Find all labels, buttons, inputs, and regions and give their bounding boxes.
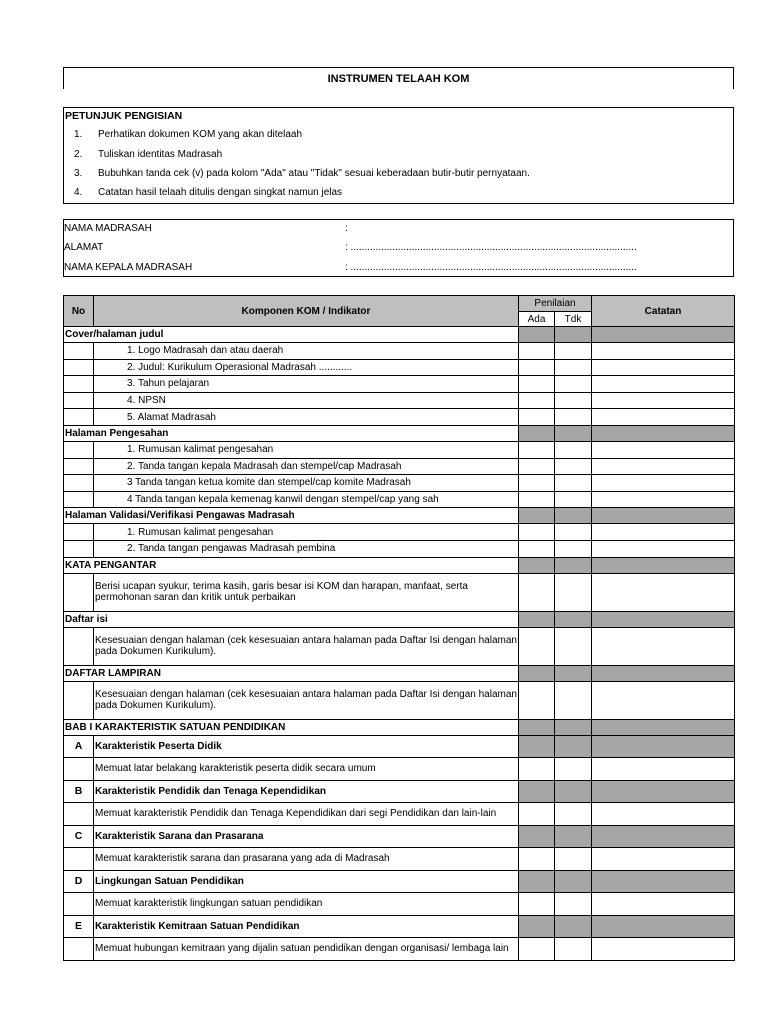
check-tdk-cell[interactable] bbox=[555, 409, 592, 426]
check-ada-cell bbox=[519, 508, 555, 524]
check-tdk-cell[interactable] bbox=[555, 524, 592, 541]
table-row bbox=[64, 893, 735, 916]
notes-cell[interactable] bbox=[592, 848, 735, 871]
table-row bbox=[64, 343, 735, 360]
subsection-title: Karakteristik Pendidik dan Tenaga Kependidikan bbox=[94, 780, 519, 803]
document-title-box bbox=[63, 67, 734, 89]
table-row bbox=[64, 524, 735, 541]
section-title: Daftar isi bbox=[64, 611, 519, 627]
header-tdk: Tdk bbox=[555, 312, 592, 327]
check-tdk-cell bbox=[555, 557, 592, 573]
indicator-text: Memuat karakteristik Pendidik dan Tenaga Kependidikan dari segi Pendidikan dan lain-lain bbox=[94, 803, 519, 826]
check-ada-cell[interactable] bbox=[519, 681, 555, 719]
check-tdk-cell bbox=[555, 780, 592, 803]
check-tdk-cell[interactable] bbox=[555, 392, 592, 409]
notes-cell[interactable] bbox=[592, 458, 735, 475]
identity-box bbox=[63, 219, 734, 277]
indicator-text: 2. Tanda tangan pengawas Madrasah pembina bbox=[94, 540, 519, 557]
table-row bbox=[64, 392, 735, 409]
header-component: Komponen KOM / Indikator bbox=[94, 296, 519, 327]
header-notes: Catatan bbox=[592, 296, 735, 327]
row-number bbox=[64, 376, 94, 393]
row-number bbox=[64, 524, 94, 541]
subsection-title: Karakteristik Sarana dan Prasarana bbox=[94, 825, 519, 848]
table-section-row bbox=[64, 557, 735, 573]
notes-cell[interactable] bbox=[592, 893, 735, 916]
subsection-title: Karakteristik Kemitraan Satuan Pendidikan bbox=[94, 915, 519, 938]
instruction-item: 4. Catatan hasil telaah ditulis dengan singkat namun jelas bbox=[74, 187, 343, 198]
header-no: No bbox=[64, 296, 94, 327]
row-number: C bbox=[64, 825, 94, 848]
check-tdk-cell bbox=[555, 508, 592, 524]
notes-cell bbox=[592, 327, 735, 343]
check-tdk-cell[interactable] bbox=[555, 893, 592, 916]
check-tdk-cell bbox=[555, 825, 592, 848]
subsection-title: Karakteristik Peserta Didik bbox=[94, 735, 519, 758]
table-row bbox=[64, 475, 735, 492]
table-section-row bbox=[64, 508, 735, 524]
table-row bbox=[64, 848, 735, 871]
table-row bbox=[64, 491, 735, 508]
notes-cell bbox=[592, 425, 735, 441]
identity-value-address[interactable]: : ....................................................................................................... bbox=[345, 242, 637, 253]
notes-cell bbox=[592, 825, 735, 848]
check-tdk-cell bbox=[555, 425, 592, 441]
notes-cell bbox=[592, 780, 735, 803]
check-ada-cell bbox=[519, 825, 555, 848]
indicator-text: Memuat karakteristik sarana dan prasarana yang ada di Madrasah bbox=[94, 848, 519, 871]
indicator-text: Kesesuaian dengan halaman (cek kesesuaian antara halaman pada Daftar Isi dengan halaman pada Dokumen Kurikulum). bbox=[94, 681, 519, 719]
indicator-text: Memuat hubungan kemitraan yang dijalin satuan pendidikan dengan organisasi/ lembaga lain bbox=[94, 938, 519, 961]
indicator-text: 1. Logo Madrasah dan atau daerah bbox=[94, 343, 519, 360]
table-row bbox=[64, 780, 735, 803]
row-number bbox=[64, 458, 94, 475]
table-row bbox=[64, 735, 735, 758]
notes-cell bbox=[592, 508, 735, 524]
table-row bbox=[64, 825, 735, 848]
table-section-row bbox=[64, 665, 735, 681]
check-tdk-cell[interactable] bbox=[555, 681, 592, 719]
check-tdk-cell[interactable] bbox=[555, 540, 592, 557]
row-number bbox=[64, 491, 94, 508]
check-tdk-cell[interactable] bbox=[555, 627, 592, 665]
table-body bbox=[64, 327, 735, 961]
check-tdk-cell[interactable] bbox=[555, 343, 592, 360]
check-ada-cell bbox=[519, 719, 555, 735]
table-row bbox=[64, 458, 735, 475]
section-title: KATA PENGANTAR bbox=[64, 557, 519, 573]
check-tdk-cell[interactable] bbox=[555, 491, 592, 508]
table-row bbox=[64, 938, 735, 961]
row-number: D bbox=[64, 870, 94, 893]
check-ada-cell bbox=[519, 780, 555, 803]
subsection-title: Lingkungan Satuan Pendidikan bbox=[94, 870, 519, 893]
check-tdk-cell bbox=[555, 327, 592, 343]
check-ada-cell[interactable] bbox=[519, 848, 555, 871]
check-tdk-cell[interactable] bbox=[555, 458, 592, 475]
check-tdk-cell bbox=[555, 915, 592, 938]
instructions-box bbox=[63, 107, 734, 204]
indicator-text: 5. Alamat Madrasah bbox=[94, 409, 519, 426]
notes-cell[interactable] bbox=[592, 441, 735, 458]
notes-cell[interactable] bbox=[592, 376, 735, 393]
check-ada-cell[interactable] bbox=[519, 491, 555, 508]
row-number bbox=[64, 893, 94, 916]
check-tdk-cell bbox=[555, 719, 592, 735]
check-ada-cell[interactable] bbox=[519, 376, 555, 393]
table-section-row bbox=[64, 719, 735, 735]
section-title: BAB I KARAKTERISTIK SATUAN PENDIDIKAN bbox=[64, 719, 519, 735]
indicator-text: 4 Tanda tangan kepala kemenag kanwil dengan stempel/cap yang sah bbox=[94, 491, 519, 508]
notes-cell[interactable] bbox=[592, 758, 735, 781]
check-tdk-cell[interactable] bbox=[555, 803, 592, 826]
header-assessment: Penilaian bbox=[519, 296, 592, 312]
instructions-heading: PETUNJUK PENGISIAN bbox=[65, 110, 183, 122]
table-section-row bbox=[64, 327, 735, 343]
notes-cell[interactable] bbox=[592, 803, 735, 826]
section-title: DAFTAR LAMPIRAN bbox=[64, 665, 519, 681]
row-number bbox=[64, 848, 94, 871]
row-number bbox=[64, 359, 94, 376]
notes-cell[interactable] bbox=[592, 343, 735, 360]
table-row bbox=[64, 803, 735, 826]
check-ada-cell[interactable] bbox=[519, 803, 555, 826]
notes-cell[interactable] bbox=[592, 540, 735, 557]
check-ada-cell bbox=[519, 557, 555, 573]
check-ada-cell[interactable] bbox=[519, 524, 555, 541]
row-number bbox=[64, 392, 94, 409]
table-row bbox=[64, 441, 735, 458]
check-ada-cell bbox=[519, 735, 555, 758]
row-number: E bbox=[64, 915, 94, 938]
check-ada-cell[interactable] bbox=[519, 359, 555, 376]
table-row bbox=[64, 573, 735, 611]
check-ada-cell[interactable] bbox=[519, 441, 555, 458]
check-tdk-cell[interactable] bbox=[555, 376, 592, 393]
table-section-row bbox=[64, 425, 735, 441]
notes-cell[interactable] bbox=[592, 627, 735, 665]
indicator-text: 1. Rumusan kalimat pengesahan bbox=[94, 524, 519, 541]
check-ada-cell[interactable] bbox=[519, 409, 555, 426]
assessment-table bbox=[63, 295, 735, 961]
notes-cell bbox=[592, 735, 735, 758]
notes-cell[interactable] bbox=[592, 573, 735, 611]
indicator-text: Memuat karakteristik lingkungan satuan pendidikan bbox=[94, 893, 519, 916]
table-row bbox=[64, 376, 735, 393]
check-ada-cell[interactable] bbox=[519, 540, 555, 557]
notes-cell bbox=[592, 557, 735, 573]
row-number bbox=[64, 573, 94, 611]
check-ada-cell bbox=[519, 870, 555, 893]
identity-label-address: ALAMAT bbox=[64, 242, 104, 253]
table-header-row bbox=[64, 296, 735, 312]
header-ada: Ada bbox=[519, 312, 555, 327]
indicator-text: 2. Judul: Kurikulum Operasional Madrasah ............ bbox=[94, 359, 519, 376]
check-tdk-cell[interactable] bbox=[555, 475, 592, 492]
check-tdk-cell[interactable] bbox=[555, 359, 592, 376]
check-ada-cell[interactable] bbox=[519, 627, 555, 665]
check-tdk-cell bbox=[555, 665, 592, 681]
section-title: Halaman Pengesahan bbox=[64, 425, 519, 441]
row-number bbox=[64, 938, 94, 961]
indicator-text: 2. Tanda tangan kepala Madrasah dan stempel/cap Madrasah bbox=[94, 458, 519, 475]
check-tdk-cell bbox=[555, 870, 592, 893]
table-row bbox=[64, 540, 735, 557]
row-number bbox=[64, 540, 94, 557]
indicator-text: 4. NPSN bbox=[94, 392, 519, 409]
notes-cell[interactable] bbox=[592, 491, 735, 508]
row-number bbox=[64, 627, 94, 665]
table-row bbox=[64, 870, 735, 893]
indicator-text: 3. Tahun pelajaran bbox=[94, 376, 519, 393]
indicator-text: Memuat latar belakang karakteristik peserta didik secara umum bbox=[94, 758, 519, 781]
notes-cell[interactable] bbox=[592, 475, 735, 492]
check-ada-cell[interactable] bbox=[519, 758, 555, 781]
check-tdk-cell bbox=[555, 735, 592, 758]
check-ada-cell bbox=[519, 665, 555, 681]
table-row bbox=[64, 758, 735, 781]
table-row bbox=[64, 359, 735, 376]
document-title: INSTRUMEN TELAAH KOM bbox=[327, 73, 470, 85]
indicator-text: Berisi ucapan syukur, terima kasih, garis besar isi KOM dan harapan, manfaat, serta permohonan saran dan kritik untuk perbaikan bbox=[94, 573, 519, 611]
identity-value-principal[interactable]: : ....................................................................................................... bbox=[345, 262, 637, 273]
indicator-text: 1. Rumusan kalimat pengesahan bbox=[94, 441, 519, 458]
check-ada-cell bbox=[519, 425, 555, 441]
notes-cell[interactable] bbox=[592, 359, 735, 376]
row-number bbox=[64, 409, 94, 426]
check-tdk-cell[interactable] bbox=[555, 441, 592, 458]
row-number: A bbox=[64, 735, 94, 758]
check-ada-cell[interactable] bbox=[519, 573, 555, 611]
indicator-text: 3 Tanda tangan ketua komite dan stempel/cap komite Madrasah bbox=[94, 475, 519, 492]
notes-cell[interactable] bbox=[592, 409, 735, 426]
check-tdk-cell[interactable] bbox=[555, 938, 592, 961]
identity-label-school: NAMA MADRASAH bbox=[64, 223, 152, 234]
check-ada-cell bbox=[519, 611, 555, 627]
check-tdk-cell[interactable] bbox=[555, 573, 592, 611]
row-number bbox=[64, 758, 94, 781]
table-row bbox=[64, 681, 735, 719]
notes-cell bbox=[592, 719, 735, 735]
check-ada-cell bbox=[519, 915, 555, 938]
identity-value-school[interactable]: : bbox=[345, 223, 348, 234]
instruction-item: 3. Bubuhkan tanda cek (v) pada kolom "Ada" atau "Tidak" sesuai keberadaan butir-butir pernyataan. bbox=[74, 168, 530, 179]
check-ada-cell[interactable] bbox=[519, 938, 555, 961]
notes-cell[interactable] bbox=[592, 392, 735, 409]
check-ada-cell bbox=[519, 327, 555, 343]
check-tdk-cell bbox=[555, 611, 592, 627]
instruction-item: 1. Perhatikan dokumen KOM yang akan ditelaah bbox=[74, 129, 303, 140]
row-number bbox=[64, 343, 94, 360]
check-tdk-cell[interactable] bbox=[555, 758, 592, 781]
check-ada-cell[interactable] bbox=[519, 458, 555, 475]
check-ada-cell[interactable] bbox=[519, 392, 555, 409]
check-ada-cell[interactable] bbox=[519, 475, 555, 492]
row-number bbox=[64, 475, 94, 492]
identity-label-principal: NAMA KEPALA MADRASAH bbox=[64, 262, 193, 273]
table-section-row bbox=[64, 611, 735, 627]
table-row bbox=[64, 409, 735, 426]
notes-cell[interactable] bbox=[592, 938, 735, 961]
table-row bbox=[64, 915, 735, 938]
section-title: Cover/halaman judul bbox=[64, 327, 519, 343]
notes-cell[interactable] bbox=[592, 524, 735, 541]
indicator-text: Kesesuaian dengan halaman (cek kesesuaian antara halaman pada Daftar Isi dengan halaman pada Dokumen Kurikulum). bbox=[94, 627, 519, 665]
check-ada-cell[interactable] bbox=[519, 343, 555, 360]
row-number: B bbox=[64, 780, 94, 803]
notes-cell bbox=[592, 665, 735, 681]
check-tdk-cell[interactable] bbox=[555, 848, 592, 871]
notes-cell bbox=[592, 870, 735, 893]
row-number bbox=[64, 441, 94, 458]
section-title: Halaman Validasi/Verifikasi Pengawas Madrasah bbox=[64, 508, 519, 524]
row-number bbox=[64, 681, 94, 719]
row-number bbox=[64, 803, 94, 826]
notes-cell bbox=[592, 915, 735, 938]
table-row bbox=[64, 627, 735, 665]
check-ada-cell[interactable] bbox=[519, 893, 555, 916]
notes-cell bbox=[592, 611, 735, 627]
notes-cell[interactable] bbox=[592, 681, 735, 719]
instruction-item: 2. Tuliskan identitas Madrasah bbox=[74, 149, 223, 160]
